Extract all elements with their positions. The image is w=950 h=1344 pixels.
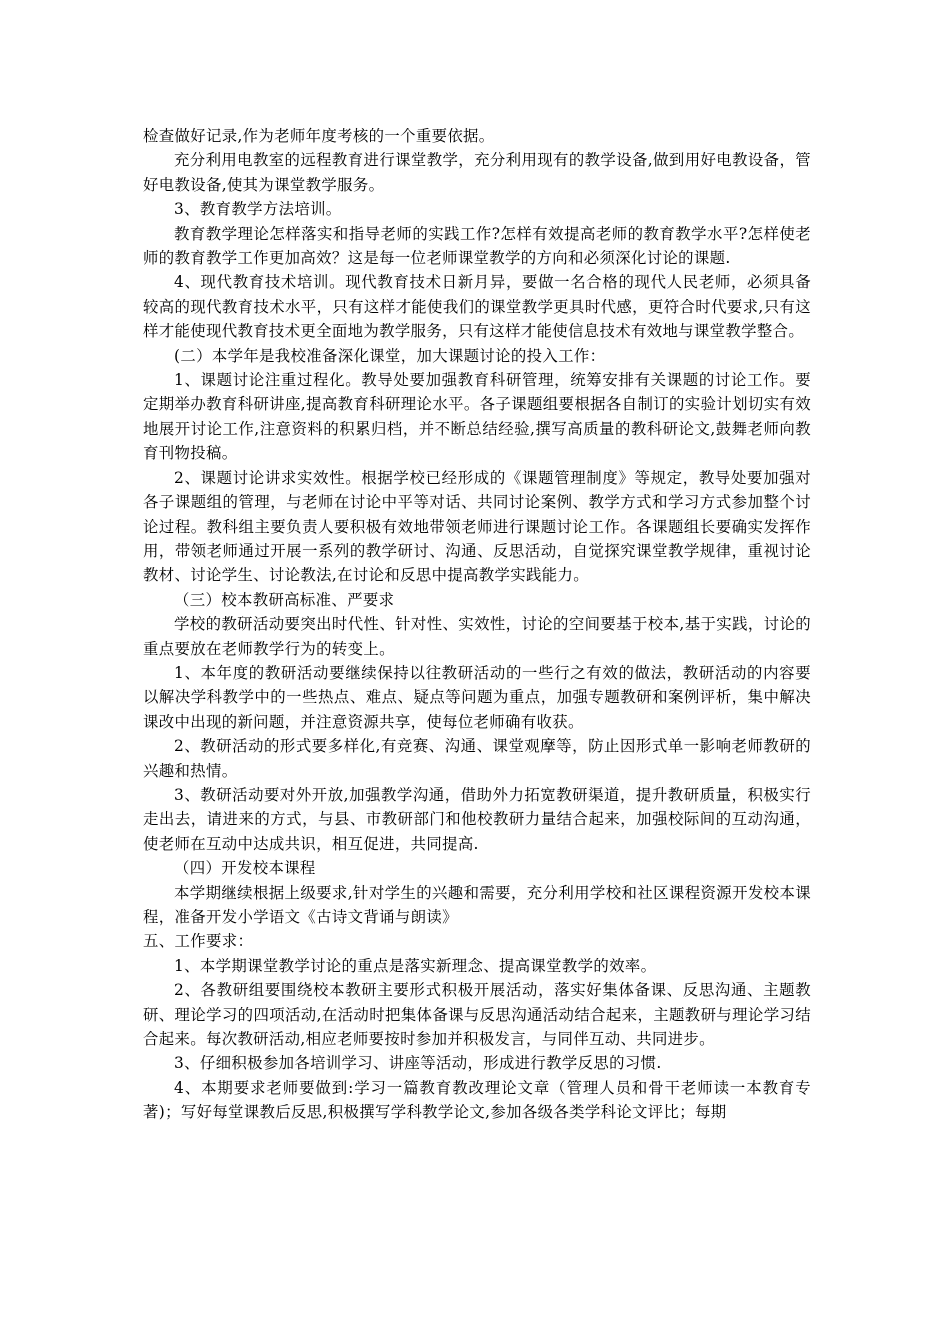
paragraph: 2、各教研组要围绕校本教研主要形式积极开展活动，落实好集体备课、反思沟通、主题教研、理论学习的四项活动,在活动时把集体备课与反思沟通活动结合起来，主题教研与理论学习结合起来。每次教研活动,相应老师要按时参加并积极发言，与同伴互动、共同进步。: [143, 981, 811, 1049]
paragraph: 教育教学理论怎样落实和指导老师的实践工作?怎样有效提高老师的教育教学水平?怎样使老师的教育教学工作更加高效？这是每一位老师课堂教学的方向和必须深化讨论的课题.: [143, 224, 811, 268]
section-heading: （四）开发校本课程: [174, 859, 316, 878]
paragraph: 2、教研活动的形式要多样化,有竞赛、沟通、课堂观摩等，防止因形式单一影响老师教研的兴趣和热情。: [143, 737, 811, 780]
paragraph: 本学期继续根据上级要求,针对学生的兴趣和需要，充分利用学校和社区课程资源开发校本课程，准备开发小学语文《古诗文背诵与朗读》: [143, 883, 811, 926]
paragraph: 4、本期要求老师要做到:学习一篇教育教改理论文章（管理人员和骨干老师读一本教育专著)；写好每堂课教后反思,积极撰写学科教学论文,参加各级各类学科论文评比；每期: [143, 1078, 811, 1122]
document-body: [143, 124, 811, 1125]
paragraph: 检查做好记录,作为老师年度考核的一个重要依据。: [143, 127, 495, 145]
paragraph: 3、仔细积极参加各培训学习、讲座等活动，形成进行教学反思的习惯.: [174, 1054, 662, 1073]
paragraph: 1、本年度的教研活动要继续保持以往教研活动的一些行之有效的做法，教研活动的内容要以解决学科教学中的一些热点、难点、疑点等问题为重点，加强专题教研和案例评析，集中解决课改中出现的新问题，并注意资源共享，使每位老师确有收获。: [143, 663, 811, 731]
section-heading: 五、工作要求：: [143, 932, 254, 951]
paragraph: 1、本学期课堂教学讨论的重点是落实新理念、提高课堂教学的效率。: [174, 956, 657, 975]
section-heading: (二）本学年是我校准备深化课堂，加大课题讨论的投入工作：: [174, 346, 606, 365]
section-heading: 3、教育教学方法培训。: [174, 200, 342, 219]
paragraph: 2、课题讨论讲求实效性。根据学校已经形成的《课题管理制度》等规定，教导处要加强对各子课题组的管理，与老师在讨论中平等对话、共同讨论案例、教学方式和学习方式参加整个讨论过程。教科组主要负责人要积极有效地带领老师进行课题讨论工作。各课题组长要确实发挥作用，带领老师通过开展一系列的教学研讨、沟通、反思活动，自觉探究课堂教学规律，重视讨论教材、讨论学生、讨论教法,在讨论和反思中提高教学实践能力。: [143, 468, 811, 585]
paragraph: 3、教研活动要对外开放,加强教学沟通，借助外力拓宽教研渠道，提升教研质量，积极实行走出去，请进来的方式，与县、市教研部门和他校教研力量结合起来，加强校际间的互动沟通，使老师在互动中达成共识，相互促进，共同提高.: [143, 785, 811, 853]
paragraph: 4、现代教育技术培训。现代教育技术日新月异，要做一名合格的现代人民老师，必须具备较高的现代教育技术水平，只有这样才能使我们的课堂教学更具时代感，更符合时代要求,只有这样才能使现代教育技术更全面地为教学服务，只有这样才能使信息技术有效地与课堂教学整合。: [143, 273, 811, 341]
paragraph: 充分利用电教室的远程教育进行课堂教学，充分利用现有的教学设备,做到用好电教设备，管好电教设备,使其为课堂教学服务。: [143, 151, 811, 194]
paragraph: 学校的教研活动要突出时代性、针对性、实效性，讨论的空间要基于校本,基于实践，讨论的重点要放在老师教学行为的转变上。: [143, 615, 811, 658]
paragraph: 1、课题讨论注重过程化。教导处要加强教育科研管理，统筹安排有关课题的讨论工作。要定期举办教育科研讲座,提高教育科研理论水平。各子课题组要根据各自制订的实验计划切实有效地展开讨论工作,注意资料的积累归档，并不断总结经验,撰写高质量的教科研论文,鼓舞老师向教育刊物投稿。: [143, 371, 811, 463]
section-heading: （三）校本教研高标准、严要求: [174, 590, 395, 609]
